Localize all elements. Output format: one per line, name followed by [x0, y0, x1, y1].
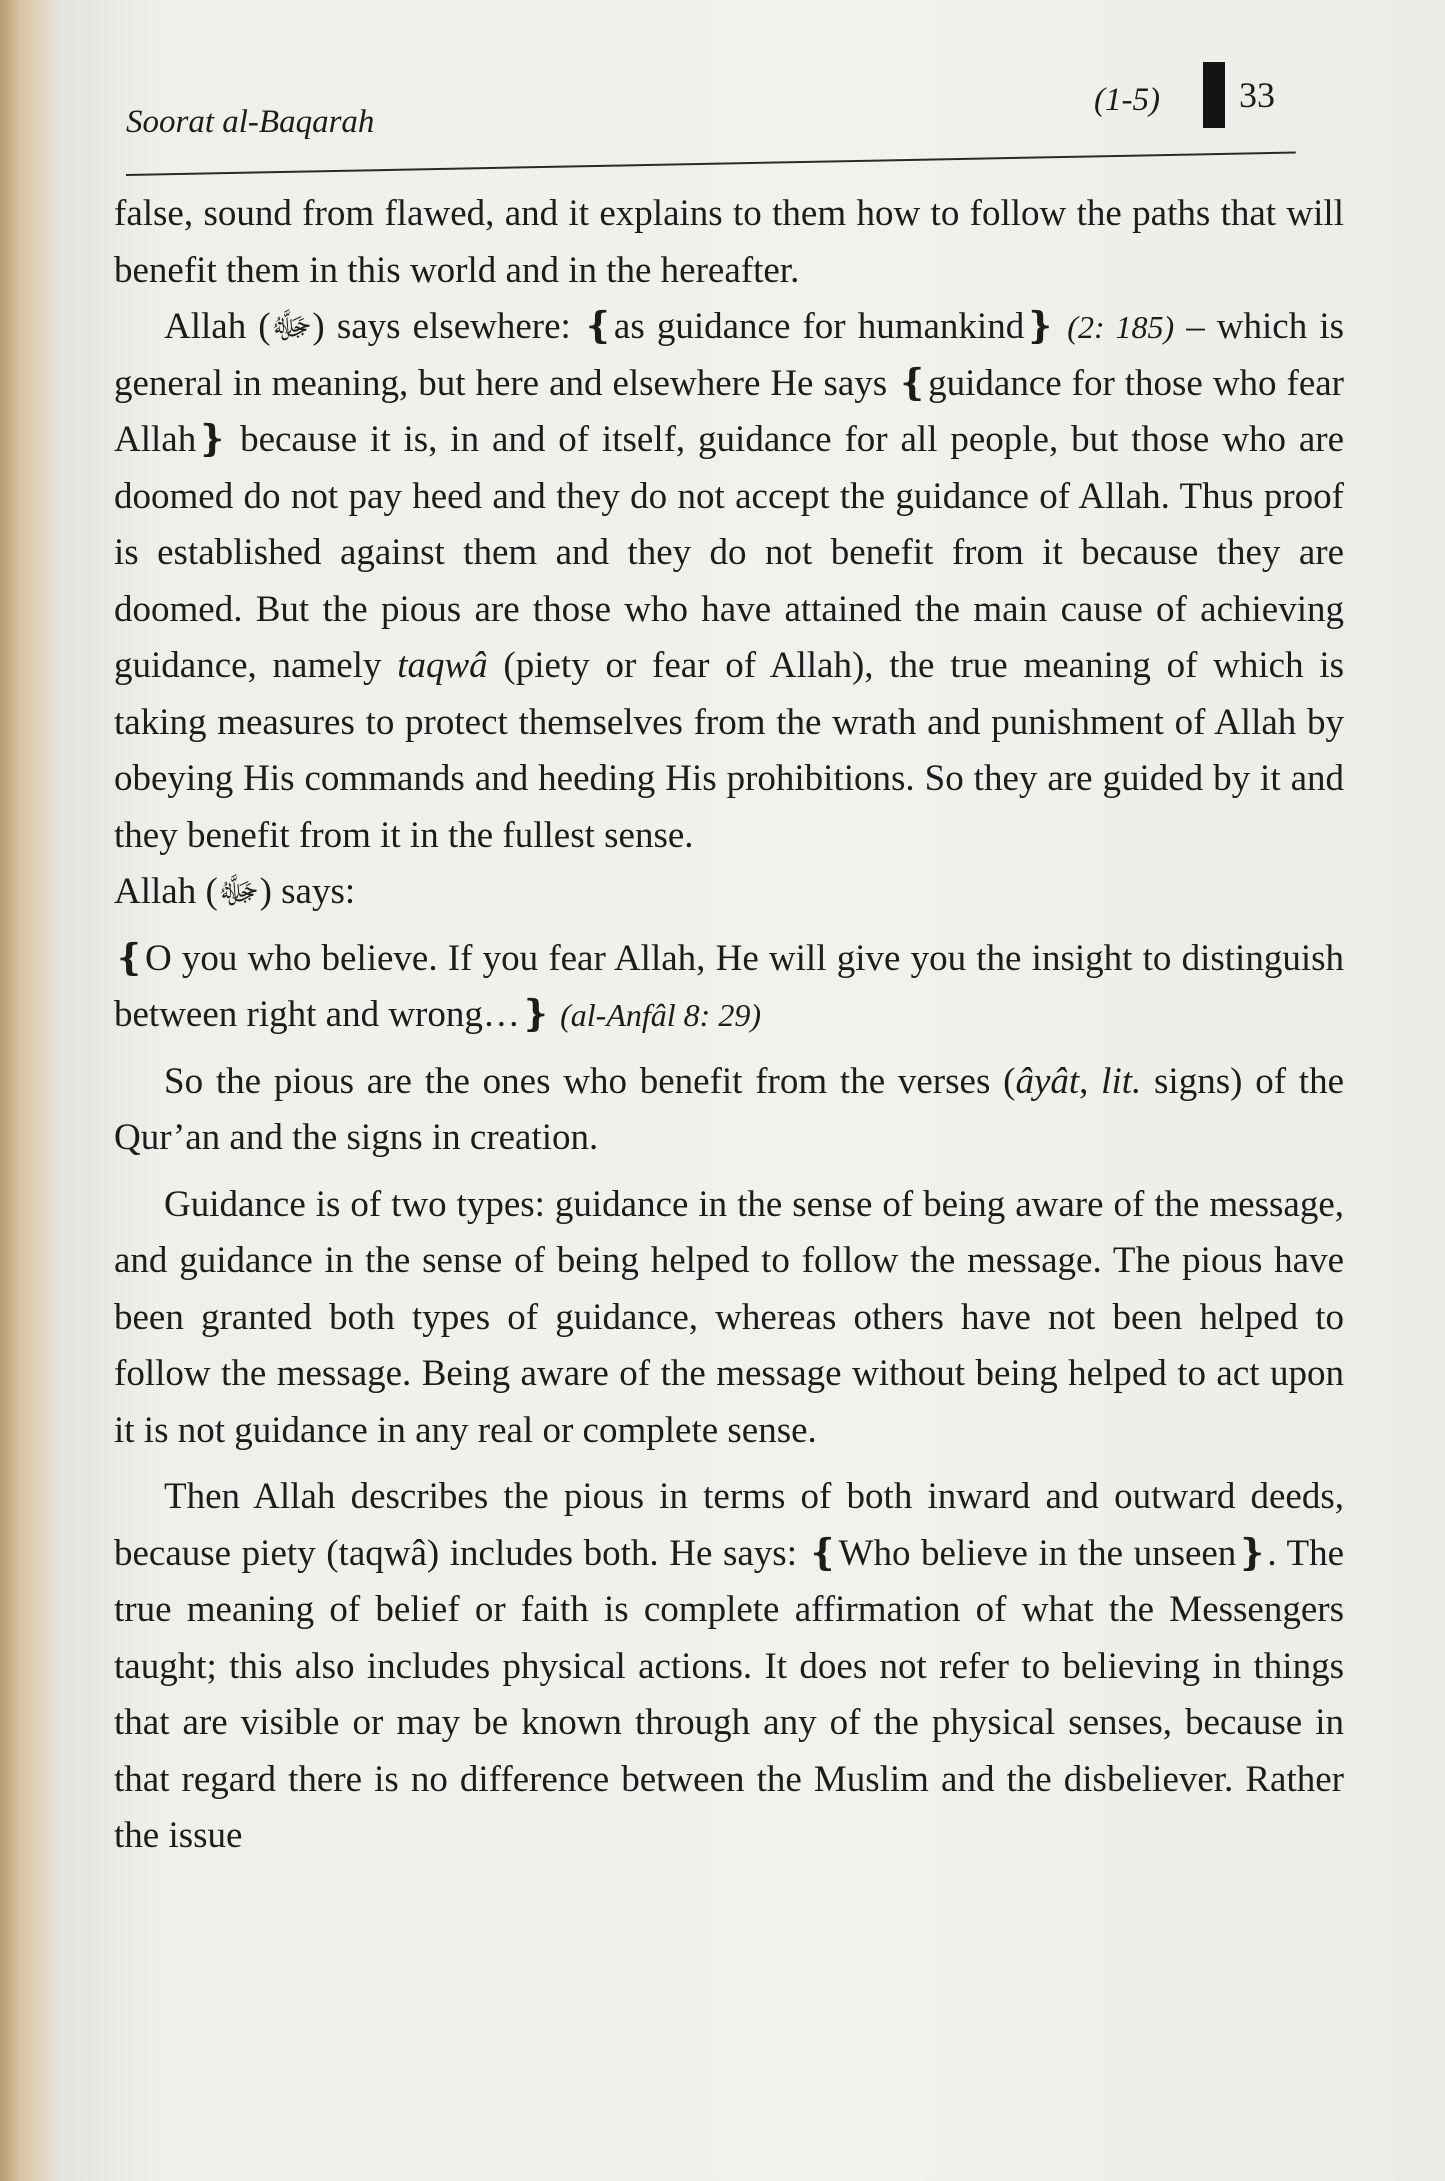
paragraph-belief-in-unseen: Then Allah describes the pious in terms of both inward and outward deeds, because piety (taqwâ) includes both. He says: ❴Who believe in the unseen❵. The true meaning of belief or faith is complete affirmation of what the Messengers taught; this also includes physical actions. It does not refer to believing in things that are visible or may be known through any of the physical senses, because in that regard there is no difference between the Muslim and the disbeliever. Rather the issue: [114, 1476, 1344, 1856]
term-lit: lit.: [1101, 1060, 1142, 1102]
quoted-verse: [114, 931, 1344, 1044]
paragraph-pious-benefit: [114, 1054, 1344, 1167]
paragraph-continuation: false, sound from flawed, and it explains to them how to follow the paths that will benefit them in this world and in the hereafter.: [114, 193, 1344, 291]
allah-says-line: Allah (ﷻ) says:: [114, 871, 356, 912]
page-number: 33: [1239, 75, 1275, 115]
verse-reference: (2: 185): [1067, 309, 1175, 345]
body-text: [114, 186, 1344, 1865]
page-marker-bar: [1203, 62, 1225, 128]
verse-range: (1-5): [1094, 82, 1160, 118]
term-ayat: âyât: [1015, 1060, 1080, 1102]
running-title: Soorat al-Baqarah: [126, 104, 375, 140]
paragraph-guidance-for-humankind: [114, 299, 1344, 864]
paragraph-two-types-of-guidance: Guidance is of two types: guidance in the sense of being aware of the message, and guidance in the sense of being helped to follow the message. The pious have been granted both types of guidance, whereas others have not been helped to follow the message. Being aware of the message without being helped to act upon it is not guidance in any real or complete sense.: [114, 1183, 1344, 1451]
verse-reference: (al-Anfâl 8: 29): [560, 997, 761, 1033]
verse-text: ❴O you who believe. If you fear Allah, He will give you the insight to distinguish between right and wrong…❵: [114, 937, 1344, 1035]
paragraph-text: ,: [1079, 1060, 1102, 1102]
paragraph-text: – which is general in meaning, but here and elsewhere He says ❴guidance for those who fear Allah❵ because it is, in and of itself, guidance for all people, but those who are doomed do not pay heed and they do not accept the guidance of Allah. Thus proof is established against them and they do not benefit from it because they are doomed. But the pious are those who have attained the main cause of achieving guidance, namely: [114, 306, 1344, 686]
page-header: [126, 62, 1296, 142]
paragraph-text: Allah (ﷻ) says elsewhere: ❴as guidance for humankind❵: [164, 306, 1068, 347]
paragraph-text: signs) of the Qur’an and the signs in creation.: [114, 1060, 1344, 1158]
paragraph-text: (piety or fear of Allah), the true meaning of which is taking measures to protect themselves from the wrath and punishment of Allah by obeying His commands and heeding His prohibitions. So they are guided by it and they benefit from it in the fullest sense.: [114, 645, 1345, 856]
book-spine: [0, 0, 52, 2181]
term-taqwa: taqwâ: [397, 645, 488, 686]
paragraph-text: So the pious are the ones who benefit from the verses (: [164, 1060, 1016, 1102]
